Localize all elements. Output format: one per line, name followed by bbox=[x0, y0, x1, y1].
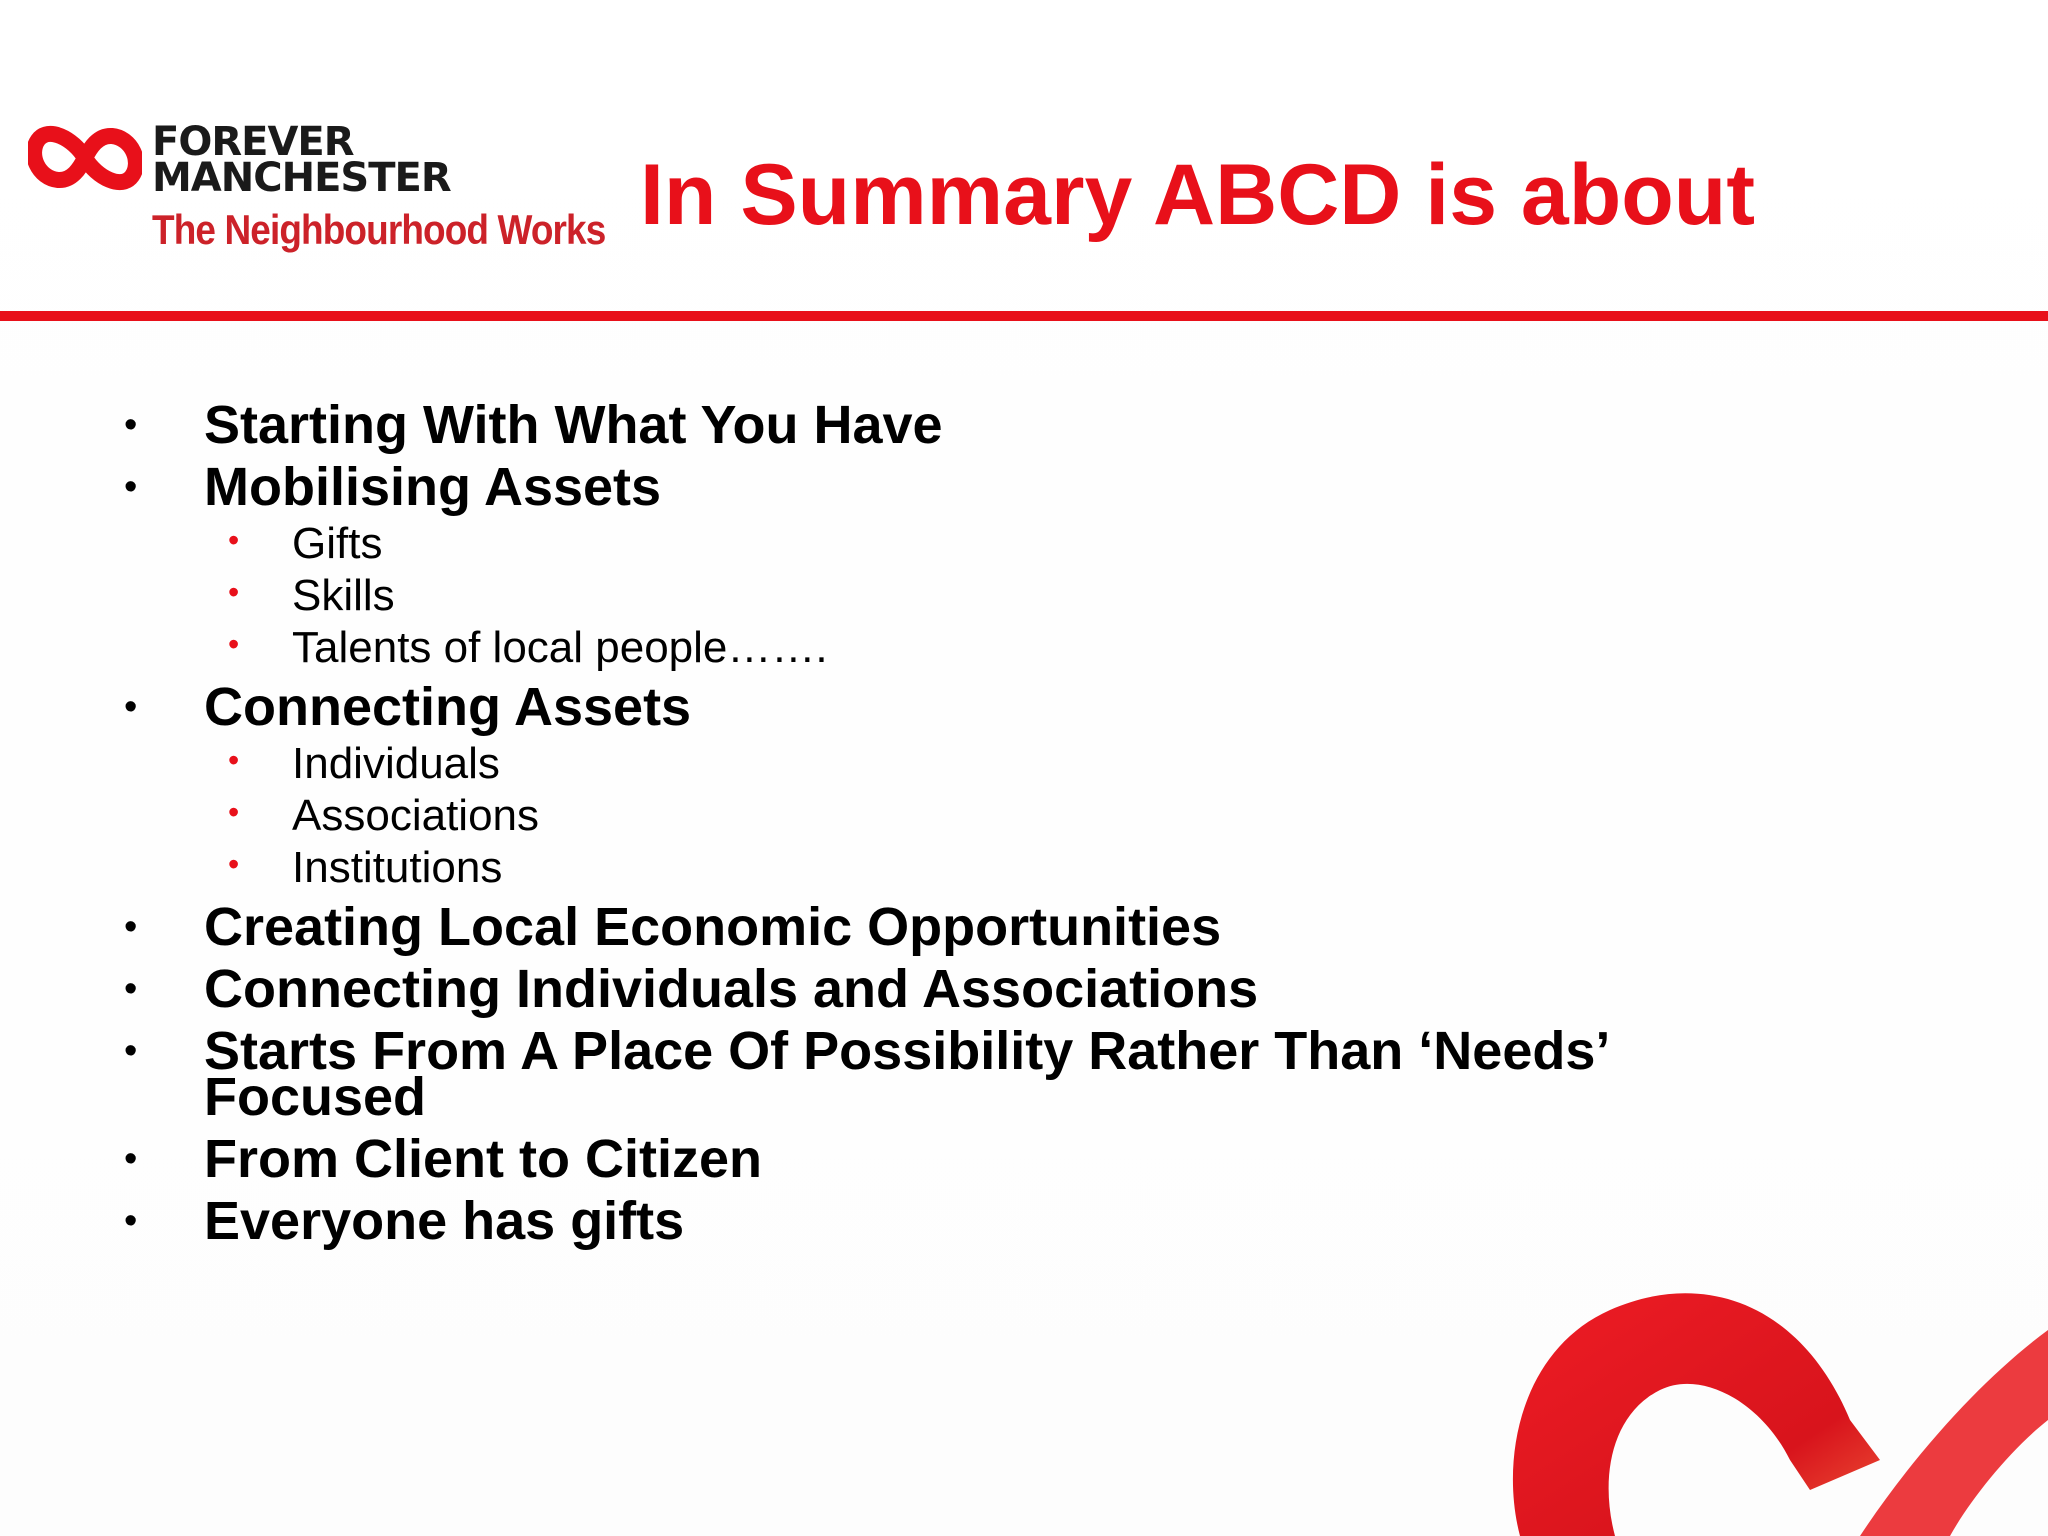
sub-bullet-marker: • bbox=[228, 794, 240, 830]
slide-title: In Summary ABCD is about bbox=[640, 147, 1755, 243]
bullet-marker: • bbox=[124, 1138, 138, 1180]
forever-manchester-logo bbox=[28, 118, 606, 268]
heart-swoosh-decoration-icon bbox=[1480, 1270, 2048, 1536]
bullet-text: Starting With What You Have bbox=[204, 395, 943, 455]
sub-bullet-text: Skills bbox=[292, 571, 395, 620]
bullet-text: Connecting Assets bbox=[204, 677, 692, 737]
sub-bullet-marker: • bbox=[228, 742, 240, 778]
bullet-marker: • bbox=[124, 906, 138, 948]
sub-bullet-marker: • bbox=[228, 626, 240, 662]
bullet-marker: • bbox=[124, 466, 138, 508]
sub-bullet-text: Institutions bbox=[292, 843, 503, 892]
bullet-marker: • bbox=[124, 404, 138, 446]
bullet-text: Mobilising Assets bbox=[204, 457, 662, 517]
logo-text-manchester: MANCHESTER bbox=[152, 155, 451, 201]
sub-bullet-marker: • bbox=[228, 522, 240, 558]
sub-bullet-text: Talents of local people……. bbox=[292, 623, 828, 672]
sub-bullet-text: Gifts bbox=[292, 519, 383, 568]
bullet-text: From Client to Citizen bbox=[204, 1129, 762, 1189]
bullet-marker: • bbox=[124, 686, 138, 728]
infinity-heart-logo-icon bbox=[28, 118, 142, 198]
bullet-marker: • bbox=[124, 968, 138, 1010]
bullet-text: Everyone has gifts bbox=[204, 1191, 685, 1251]
sub-bullet-marker: • bbox=[228, 574, 240, 610]
sub-bullet-text: Associations bbox=[292, 791, 540, 840]
title-divider bbox=[0, 311, 2048, 321]
bullet-text: Starts From A Place Of Possibility Rather Than ‘Needs’ bbox=[204, 1021, 1611, 1081]
logo-tagline: The Neighbourhood Works bbox=[152, 206, 606, 253]
bullet-text: Creating Local Economic Opportunities bbox=[204, 897, 1222, 957]
sub-bullet-text: Individuals bbox=[292, 739, 500, 788]
bullet-text: Connecting Individuals and Associations bbox=[204, 959, 1259, 1019]
sub-bullet-marker: • bbox=[228, 846, 240, 882]
bullet-marker: • bbox=[124, 1200, 138, 1242]
logo-text-forever: FOREVER bbox=[152, 119, 354, 165]
bullet-text: Focused bbox=[204, 1067, 427, 1127]
bullet-marker: • bbox=[124, 1030, 138, 1072]
